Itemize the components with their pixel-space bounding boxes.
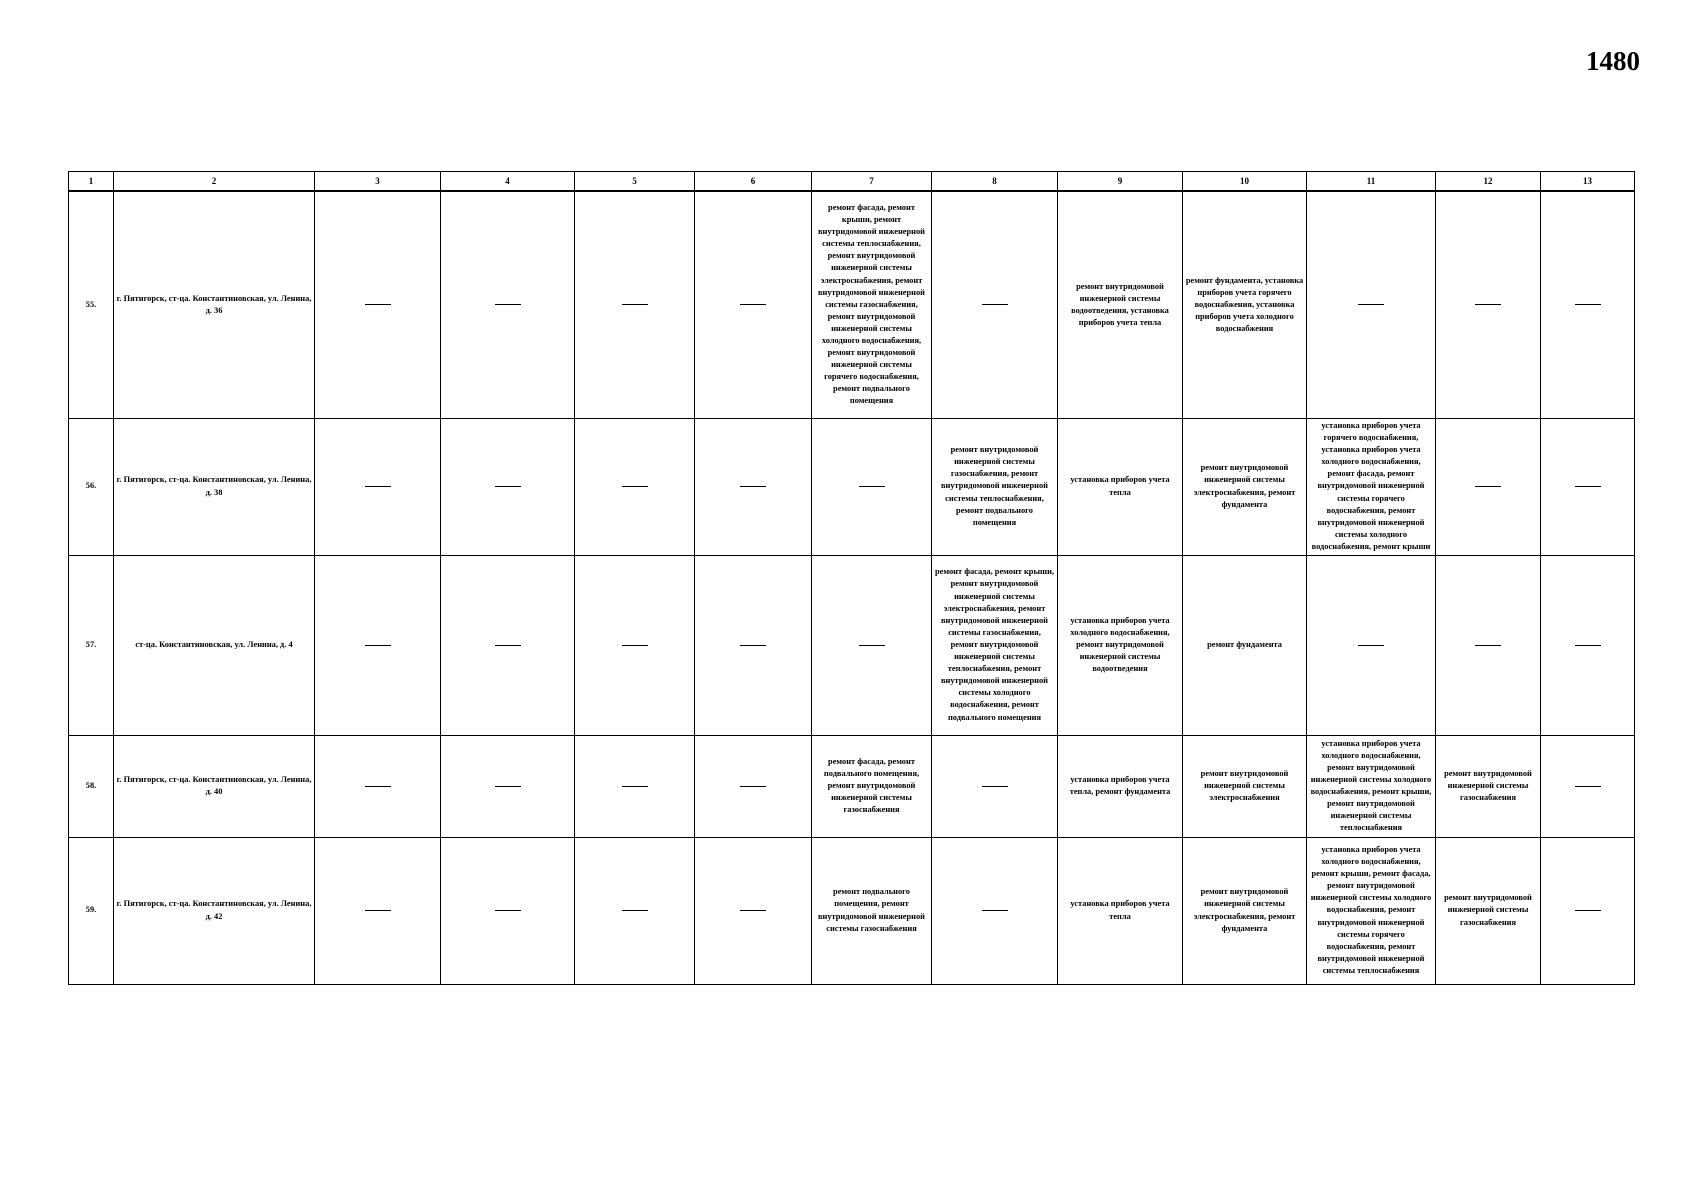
dash-mark bbox=[740, 645, 766, 646]
dash-mark bbox=[859, 645, 885, 646]
work-type-cell: ремонт фасада, ремонт крыши, ремонт внутридомовой инженерной системы электроснабжения, ремонт внутридомовой инженерной системы газоснабжения, ремонт внутридомовой инженерной системы теплоснабжения, ремонт внутридомовой инженерной системы холодного водоснабжения, ремонт подвального помещения bbox=[932, 555, 1058, 735]
empty-dash-cell bbox=[695, 555, 812, 735]
dash-mark bbox=[365, 304, 391, 305]
address-cell: г. Пятигорск, ст-ца. Константиновская, ул. Ленина, д. 38 bbox=[114, 418, 315, 555]
row-number-cell: 56. bbox=[69, 418, 114, 555]
work-type-cell: ремонт фундамента, установка приборов учета горячего водоснабжения, установка приборов учета холодного водоснабжения bbox=[1183, 191, 1307, 418]
address-cell: ст-ца. Константиновская, ул. Ленина, д. 4 bbox=[114, 555, 315, 735]
work-type-cell: ремонт фундамента bbox=[1183, 555, 1307, 735]
empty-dash-cell bbox=[1307, 191, 1436, 418]
dash-mark bbox=[740, 486, 766, 487]
column-header-8: 8 bbox=[932, 172, 1058, 192]
dash-mark bbox=[1475, 486, 1501, 487]
column-header-13: 13 bbox=[1541, 172, 1635, 192]
dash-mark bbox=[1575, 486, 1601, 487]
column-header-11: 11 bbox=[1307, 172, 1436, 192]
work-type-cell: ремонт фасада, ремонт подвального помещения, ремонт внутридомовой инженерной системы газоснабжения bbox=[812, 735, 932, 837]
work-type-cell: установка приборов учета горячего водоснабжения, установка приборов учета холодного водоснабжения, ремонт фасада, ремонт внутридомовой инженерной системы горячего водоснабжения, ремонт внутридомовой инженерной системы холодного водоснабжения, ремонт крыши bbox=[1307, 418, 1436, 555]
empty-dash-cell bbox=[441, 735, 575, 837]
row-number-cell: 55. bbox=[69, 191, 114, 418]
empty-dash-cell bbox=[315, 191, 441, 418]
repair-program-table bbox=[68, 171, 1635, 985]
dash-mark bbox=[982, 304, 1008, 305]
dash-mark bbox=[740, 304, 766, 305]
dash-mark bbox=[365, 910, 391, 911]
empty-dash-cell bbox=[1541, 191, 1635, 418]
work-type-cell: ремонт внутридомовой инженерной системы водоотведения, установка приборов учета тепла bbox=[1058, 191, 1183, 418]
empty-dash-cell bbox=[812, 555, 932, 735]
dash-mark bbox=[740, 910, 766, 911]
row-number-cell: 57. bbox=[69, 555, 114, 735]
empty-dash-cell bbox=[441, 555, 575, 735]
column-header-12: 12 bbox=[1436, 172, 1541, 192]
address-cell: г. Пятигорск, ст-ца. Константиновская, ул. Ленина, д. 36 bbox=[114, 191, 315, 418]
dash-mark bbox=[622, 645, 648, 646]
column-header-3: 3 bbox=[315, 172, 441, 192]
address-cell: г. Пятигорск, ст-ца. Константиновская, ул. Ленина, д. 42 bbox=[114, 837, 315, 984]
empty-dash-cell bbox=[441, 837, 575, 984]
dash-mark bbox=[622, 910, 648, 911]
empty-dash-cell bbox=[315, 735, 441, 837]
dash-mark bbox=[1575, 304, 1601, 305]
work-type-cell: установка приборов учета тепла, ремонт фундамента bbox=[1058, 735, 1183, 837]
empty-dash-cell bbox=[575, 418, 695, 555]
empty-dash-cell bbox=[441, 191, 575, 418]
empty-dash-cell bbox=[1436, 191, 1541, 418]
table-row bbox=[69, 735, 1635, 837]
empty-dash-cell bbox=[695, 837, 812, 984]
empty-dash-cell bbox=[575, 837, 695, 984]
dash-mark bbox=[1575, 786, 1601, 787]
empty-dash-cell bbox=[1541, 735, 1635, 837]
dash-mark bbox=[982, 910, 1008, 911]
dash-mark bbox=[365, 645, 391, 646]
dash-mark bbox=[1475, 304, 1501, 305]
empty-dash-cell bbox=[315, 837, 441, 984]
empty-dash-cell bbox=[812, 418, 932, 555]
empty-dash-cell bbox=[575, 555, 695, 735]
empty-dash-cell bbox=[441, 418, 575, 555]
work-type-cell: установка приборов учета тепла bbox=[1058, 418, 1183, 555]
empty-dash-cell bbox=[932, 735, 1058, 837]
empty-dash-cell bbox=[315, 555, 441, 735]
dash-mark bbox=[365, 786, 391, 787]
work-type-cell: ремонт подвального помещения, ремонт внутридомовой инженерной системы газоснабжения bbox=[812, 837, 932, 984]
empty-dash-cell bbox=[575, 735, 695, 837]
work-type-cell: ремонт внутридомовой инженерной системы газоснабжения, ремонт внутридомовой инженерной системы теплоснабжения, ремонт подвального помещения bbox=[932, 418, 1058, 555]
work-type-cell: ремонт внутридомовой инженерной системы электроснабжения bbox=[1183, 735, 1307, 837]
column-header-7: 7 bbox=[812, 172, 932, 192]
dash-mark bbox=[495, 304, 521, 305]
dash-mark bbox=[495, 910, 521, 911]
table-row bbox=[69, 191, 1635, 418]
column-header-6: 6 bbox=[695, 172, 812, 192]
dash-mark bbox=[495, 486, 521, 487]
work-type-cell: ремонт внутридомовой инженерной системы газоснабжения bbox=[1436, 735, 1541, 837]
dash-mark bbox=[1575, 645, 1601, 646]
work-type-cell: установка приборов учета холодного водоснабжения, ремонт внутридомовой инженерной системы холодного водоснабжения, ремонт крыши, ремонт внутридомовой инженерной системы теплоснабжения bbox=[1307, 735, 1436, 837]
empty-dash-cell bbox=[695, 735, 812, 837]
work-type-cell: установка приборов учета холодного водоснабжения, ремонт внутридомовой инженерной системы водоотведения bbox=[1058, 555, 1183, 735]
work-type-cell: установка приборов учета тепла bbox=[1058, 837, 1183, 984]
table-row bbox=[69, 555, 1635, 735]
work-type-cell: ремонт фасада, ремонт крыши, ремонт внутридомовой инженерной системы теплоснабжения, ремонт внутридомовой инженерной системы электроснабжения, ремонт внутридомовой инженерной системы газоснабжения, ремонт внутридомовой инженерной системы холодного водоснабжения, ремонт внутридомовой инженерной системы горячего водоснабжения, ремонт подвального помещения bbox=[812, 191, 932, 418]
dash-mark bbox=[1575, 910, 1601, 911]
column-header-1: 1 bbox=[69, 172, 114, 192]
work-type-cell: ремонт внутридомовой инженерной системы электроснабжения, ремонт фундамента bbox=[1183, 418, 1307, 555]
dash-mark bbox=[495, 786, 521, 787]
empty-dash-cell bbox=[1307, 555, 1436, 735]
empty-dash-cell bbox=[1541, 837, 1635, 984]
column-header-4: 4 bbox=[441, 172, 575, 192]
dash-mark bbox=[982, 786, 1008, 787]
dash-mark bbox=[1358, 645, 1384, 646]
dash-mark bbox=[622, 786, 648, 787]
dash-mark bbox=[859, 486, 885, 487]
column-header-5: 5 bbox=[575, 172, 695, 192]
work-type-cell: установка приборов учета холодного водоснабжения, ремонт крыши, ремонт фасада, ремонт внутридомовой инженерной системы холодного водоснабжения, ремонт внутридомовой инженерной системы горячего водоснабжения, ремонт внутридомовой инженерной системы теплоснабжения bbox=[1307, 837, 1436, 984]
page-number: 1480 bbox=[1586, 46, 1640, 76]
column-header-9: 9 bbox=[1058, 172, 1183, 192]
dash-mark bbox=[740, 786, 766, 787]
empty-dash-cell bbox=[1541, 418, 1635, 555]
work-type-cell: ремонт внутридомовой инженерной системы газоснабжения bbox=[1436, 837, 1541, 984]
empty-dash-cell bbox=[932, 191, 1058, 418]
column-header-2: 2 bbox=[114, 172, 315, 192]
empty-dash-cell bbox=[1436, 418, 1541, 555]
table-row bbox=[69, 418, 1635, 555]
dash-mark bbox=[622, 486, 648, 487]
row-number-cell: 58. bbox=[69, 735, 114, 837]
column-header-10: 10 bbox=[1183, 172, 1307, 192]
empty-dash-cell bbox=[1541, 555, 1635, 735]
empty-dash-cell bbox=[1436, 555, 1541, 735]
table-header-row bbox=[69, 172, 1635, 192]
empty-dash-cell bbox=[695, 418, 812, 555]
address-cell: г. Пятигорск, ст-ца. Константиновская, ул. Ленина, д. 40 bbox=[114, 735, 315, 837]
dash-mark bbox=[495, 645, 521, 646]
work-type-cell: ремонт внутридомовой инженерной системы электроснабжения, ремонт фундамента bbox=[1183, 837, 1307, 984]
row-number-cell: 59. bbox=[69, 837, 114, 984]
table-row bbox=[69, 837, 1635, 984]
dash-mark bbox=[622, 304, 648, 305]
empty-dash-cell bbox=[315, 418, 441, 555]
empty-dash-cell bbox=[932, 837, 1058, 984]
empty-dash-cell bbox=[575, 191, 695, 418]
empty-dash-cell bbox=[695, 191, 812, 418]
dash-mark bbox=[1358, 304, 1384, 305]
dash-mark bbox=[365, 486, 391, 487]
dash-mark bbox=[1475, 645, 1501, 646]
